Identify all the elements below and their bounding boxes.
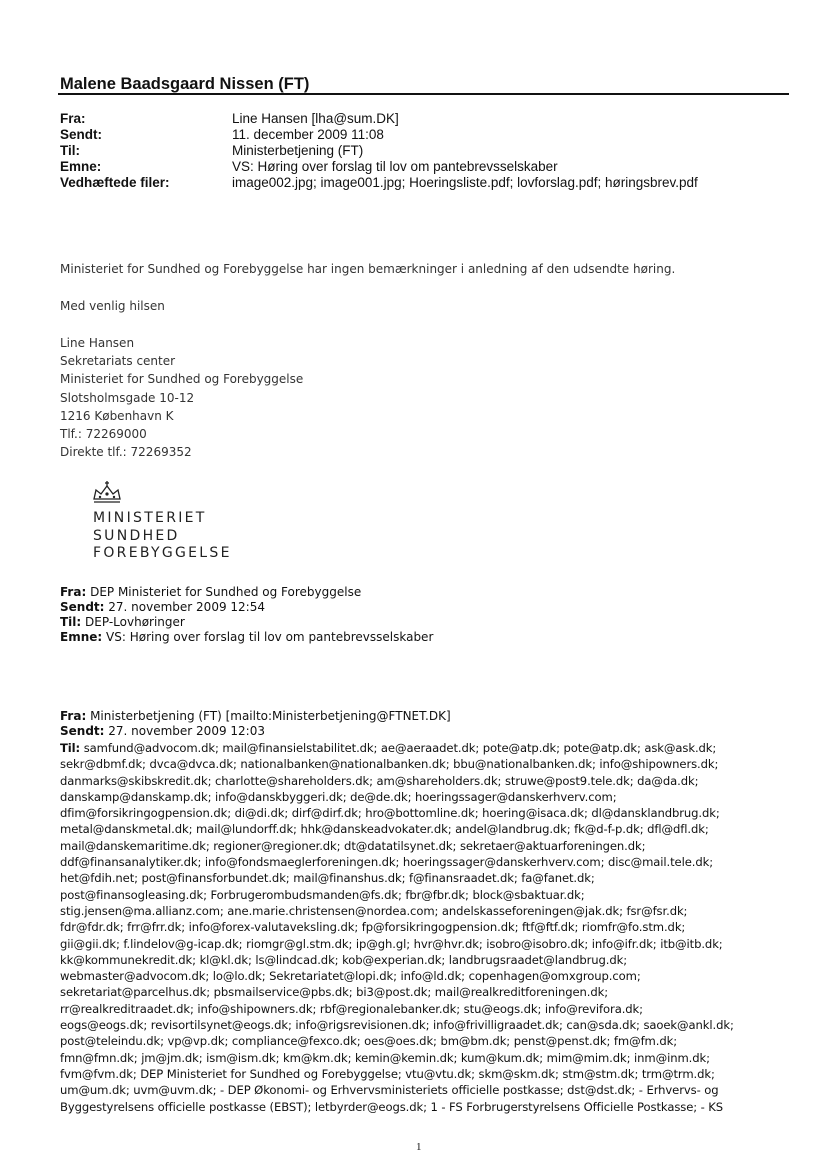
recipient-line: metal@danskmetal.dk; mail@lundorff.dk; hhk@danskeadvokater.dk; andel@landbrug.dk; fk@d-f-p.dk; dfl@dfl.dk; [60, 822, 709, 837]
recipient-line: sekr@dbmf.dk; dvca@dvca.dk; nationalbanken@nationalbanken.dk; bbu@nationalbanken.dk; info@shipowners.dk; [60, 757, 719, 772]
recipient-line: dfim@forsikringogpension.dk; di@di.dk; dirf@dirf.dk; hro@bottomline.dk; hoering@isaca.dk; dl@dansklandbrug.dk; [60, 806, 720, 821]
signature-line: Slotsholmsgade 10-12 [60, 390, 195, 405]
recipient-line: stig.jensen@ma.allianz.com; ane.marie.christensen@nordea.com; andelskasseforeningen@jak.dk; fsr@fsr.dk; [60, 903, 688, 918]
recipient-line: fvm@fvm.dk; DEP Ministeriet for Sundhed og Forebyggelse; vtu@vtu.dk; skm@skm.dk; stm@stm.dk; trm@trm.dk; [60, 1066, 715, 1081]
recipient-line: het@fdih.net; post@finansforbundet.dk; mail@finanshus.dk; f@finansraadet.dk; fa@fanet.dk; [60, 871, 595, 886]
meta-value: Ministerbetjening (FT) [232, 143, 364, 158]
recipient-line: post@teleindu.dk; vp@vp.dk; compliance@fexco.dk; oes@oes.dk; bm@bm.dk; penst@penst.dk; fm@fm.dk; [60, 1034, 678, 1049]
signature-line: Ministeriet for Sundhed og Forebyggelse [60, 372, 304, 387]
meta-value: Line Hansen [lha@sum.DK] [232, 111, 399, 126]
meta-value: 11. december 2009 11:08 [232, 127, 384, 142]
to-label: Til: [60, 741, 81, 755]
from-label: Fra: [60, 585, 87, 599]
recipient-line: ddf@finansanalytiker.dk; info@fondsmaeglerforeningen.dk; hoeringssager@danskerhverv.com; disc@mail.tele.dk; [60, 855, 714, 870]
to-value: DEP-Lovhøringer [85, 615, 185, 629]
recipient-line: danmarks@skibskredit.dk; charlotte@shareholders.dk; am@shareholders.dk; struwe@post9.tele.dk; da@da.dk; [60, 773, 699, 788]
recipient-line: danskamp@danskamp.dk; info@danskbyggeri.dk; de@de.dk; hoeringssager@danskerhverv.com; [60, 789, 617, 804]
signature-line: Line Hansen [60, 336, 135, 350]
recipient-line: eogs@eogs.dk; revisortilsynet@eogs.dk; info@rigsrevisionen.dk; info@frivilligraadet.dk; can@sda.dk; saoek@ankl.dk; [60, 1018, 734, 1033]
recipient-line [60, 740, 780, 756]
logo-line: SUNDHED [93, 527, 180, 544]
forward-header-2 [60, 709, 451, 739]
page-number: 1 [416, 1141, 422, 1153]
meta-label: Fra: [60, 111, 86, 126]
meta-to-row [60, 143, 698, 159]
recipient-text: samfund@advocom.dk; mail@finansielstabilitet.dk; ae@aeraadet.dk; pote@atp.dk; pote@atp.dk; ask@ask.dk; [83, 741, 717, 755]
signature-line: Sekretariats center [60, 354, 176, 369]
subject-label: Emne: [60, 630, 103, 644]
sent-value: 27. november 2009 12:03 [108, 724, 265, 738]
signature-block [60, 334, 303, 461]
recipient-line: fdr@fdr.dk; frr@frr.dk; info@forex-valutaveksling.dk; fp@forsikringogpension.dk; ftf@ftf.dk; riomfr@fo.stm.dk; [60, 920, 686, 935]
sent-label: Sendt: [60, 600, 105, 614]
from-label: Fra: [60, 709, 87, 723]
meta-value: VS: Høring over forslag til lov om pantebrevsselskaber [232, 159, 558, 174]
email-meta [60, 111, 698, 191]
meta-subject-row [60, 159, 698, 175]
closing-text: Med venlig hilsen [60, 299, 165, 313]
meta-value: image002.jpg; image001.jpg; Hoeringsliste.pdf; lovforslag.pdf; høringsbrev.pdf [232, 175, 698, 190]
meta-from-row [60, 111, 698, 127]
header-divider [58, 93, 789, 95]
recipient-line: mail@danskemaritime.dk; regioner@regioner.dk; dt@datatilsynet.dk; sekretaer@aktuarforeningen.dk; [60, 838, 646, 853]
from-value: Ministerbetjening (FT) [mailto:Ministerbetjening@FTNET.DK] [90, 709, 451, 723]
sent-value: 27. november 2009 12:54 [108, 600, 265, 614]
recipient-line: webmaster@advocom.dk; lo@lo.dk; Sekretariatet@lopi.dk; info@ld.dk; copenhagen@omxgroup.com; [60, 969, 641, 984]
recipient-line: um@um.dk; uvm@uvm.dk; - DEP Økonomi- og Erhvervsministeriets officielle postkasse; dst@dst.dk; - Erhvervs- og [60, 1083, 719, 1098]
from-value: DEP Ministeriet for Sundhed og Forebyggelse [90, 585, 362, 599]
recipient-line: sekretariat@parcelhus.dk; pbsmailservice@pbs.dk; bi3@post.dk; mail@realkreditforeningen.dk; [60, 985, 609, 1000]
meta-attachments-row [60, 175, 698, 191]
to-label: Til: [60, 615, 82, 629]
signature-line: 1216 København K [60, 408, 174, 423]
meta-label: Emne: [60, 159, 102, 174]
recipient-line: rr@realkreditraadet.dk; info@shipowners.dk; rbf@regionalebanker.dk; stu@eogs.dk; info@revifora.dk; [60, 1001, 643, 1016]
logo-line: FOREBYGGELSE [93, 545, 232, 561]
meta-label: Vedhæftede filer: [60, 175, 170, 190]
meta-label: Sendt: [60, 127, 102, 142]
signature-line: Direkte tlf.: 72269352 [60, 445, 192, 460]
sent-label: Sendt: [60, 724, 105, 738]
message-text: Ministeriet for Sundhed og Forebyggelse har ingen bemærkninger i anledning af den udsendte høring. [60, 262, 676, 276]
sender-header-name: Malene Baadsgaard Nissen (FT) [60, 75, 310, 93]
recipient-list [60, 740, 780, 1115]
crown-icon [90, 480, 124, 506]
meta-label: Til: [60, 143, 80, 158]
recipient-line: kk@kommunekredit.dk; kl@kl.dk; ls@lindcad.dk; kob@experian.dk; landbrugsraadet@landbrug.dk; [60, 952, 628, 967]
recipient-line: fmn@fmn.dk; jm@jm.dk; ism@ism.dk; km@km.dk; kemin@kemin.dk; kum@kum.dk; mim@mim.dk; inm@inm.dk; [60, 1050, 710, 1065]
signature-line: Tlf.: 72269000 [60, 427, 147, 442]
forward-header-1 [60, 585, 433, 645]
recipient-line: Byggestyrelsens officielle postkasse (EBST); letbyrder@eogs.dk; 1 - FS Forbrugerstyrelsens Officielle Postkasse; - KS [60, 1099, 724, 1114]
subject-value: VS: Høring over forslag til lov om pantebrevsselskaber [106, 630, 434, 644]
recipient-line: gii@gii.dk; f.lindelov@g-icap.dk; riomgr@gl.stm.dk; ip@gh.gl; hvr@hvr.dk; isobro@isobro.dk; info@ifr.dk; itb@itb.dk; [60, 936, 723, 951]
recipient-line: post@finansogleasing.dk; Forbrugerombudsmanden@fs.dk; fbr@fbr.dk; block@sbaktuar.dk; [60, 887, 585, 902]
logo-line: MINISTERIET [93, 510, 207, 526]
meta-sent-row [60, 127, 698, 143]
